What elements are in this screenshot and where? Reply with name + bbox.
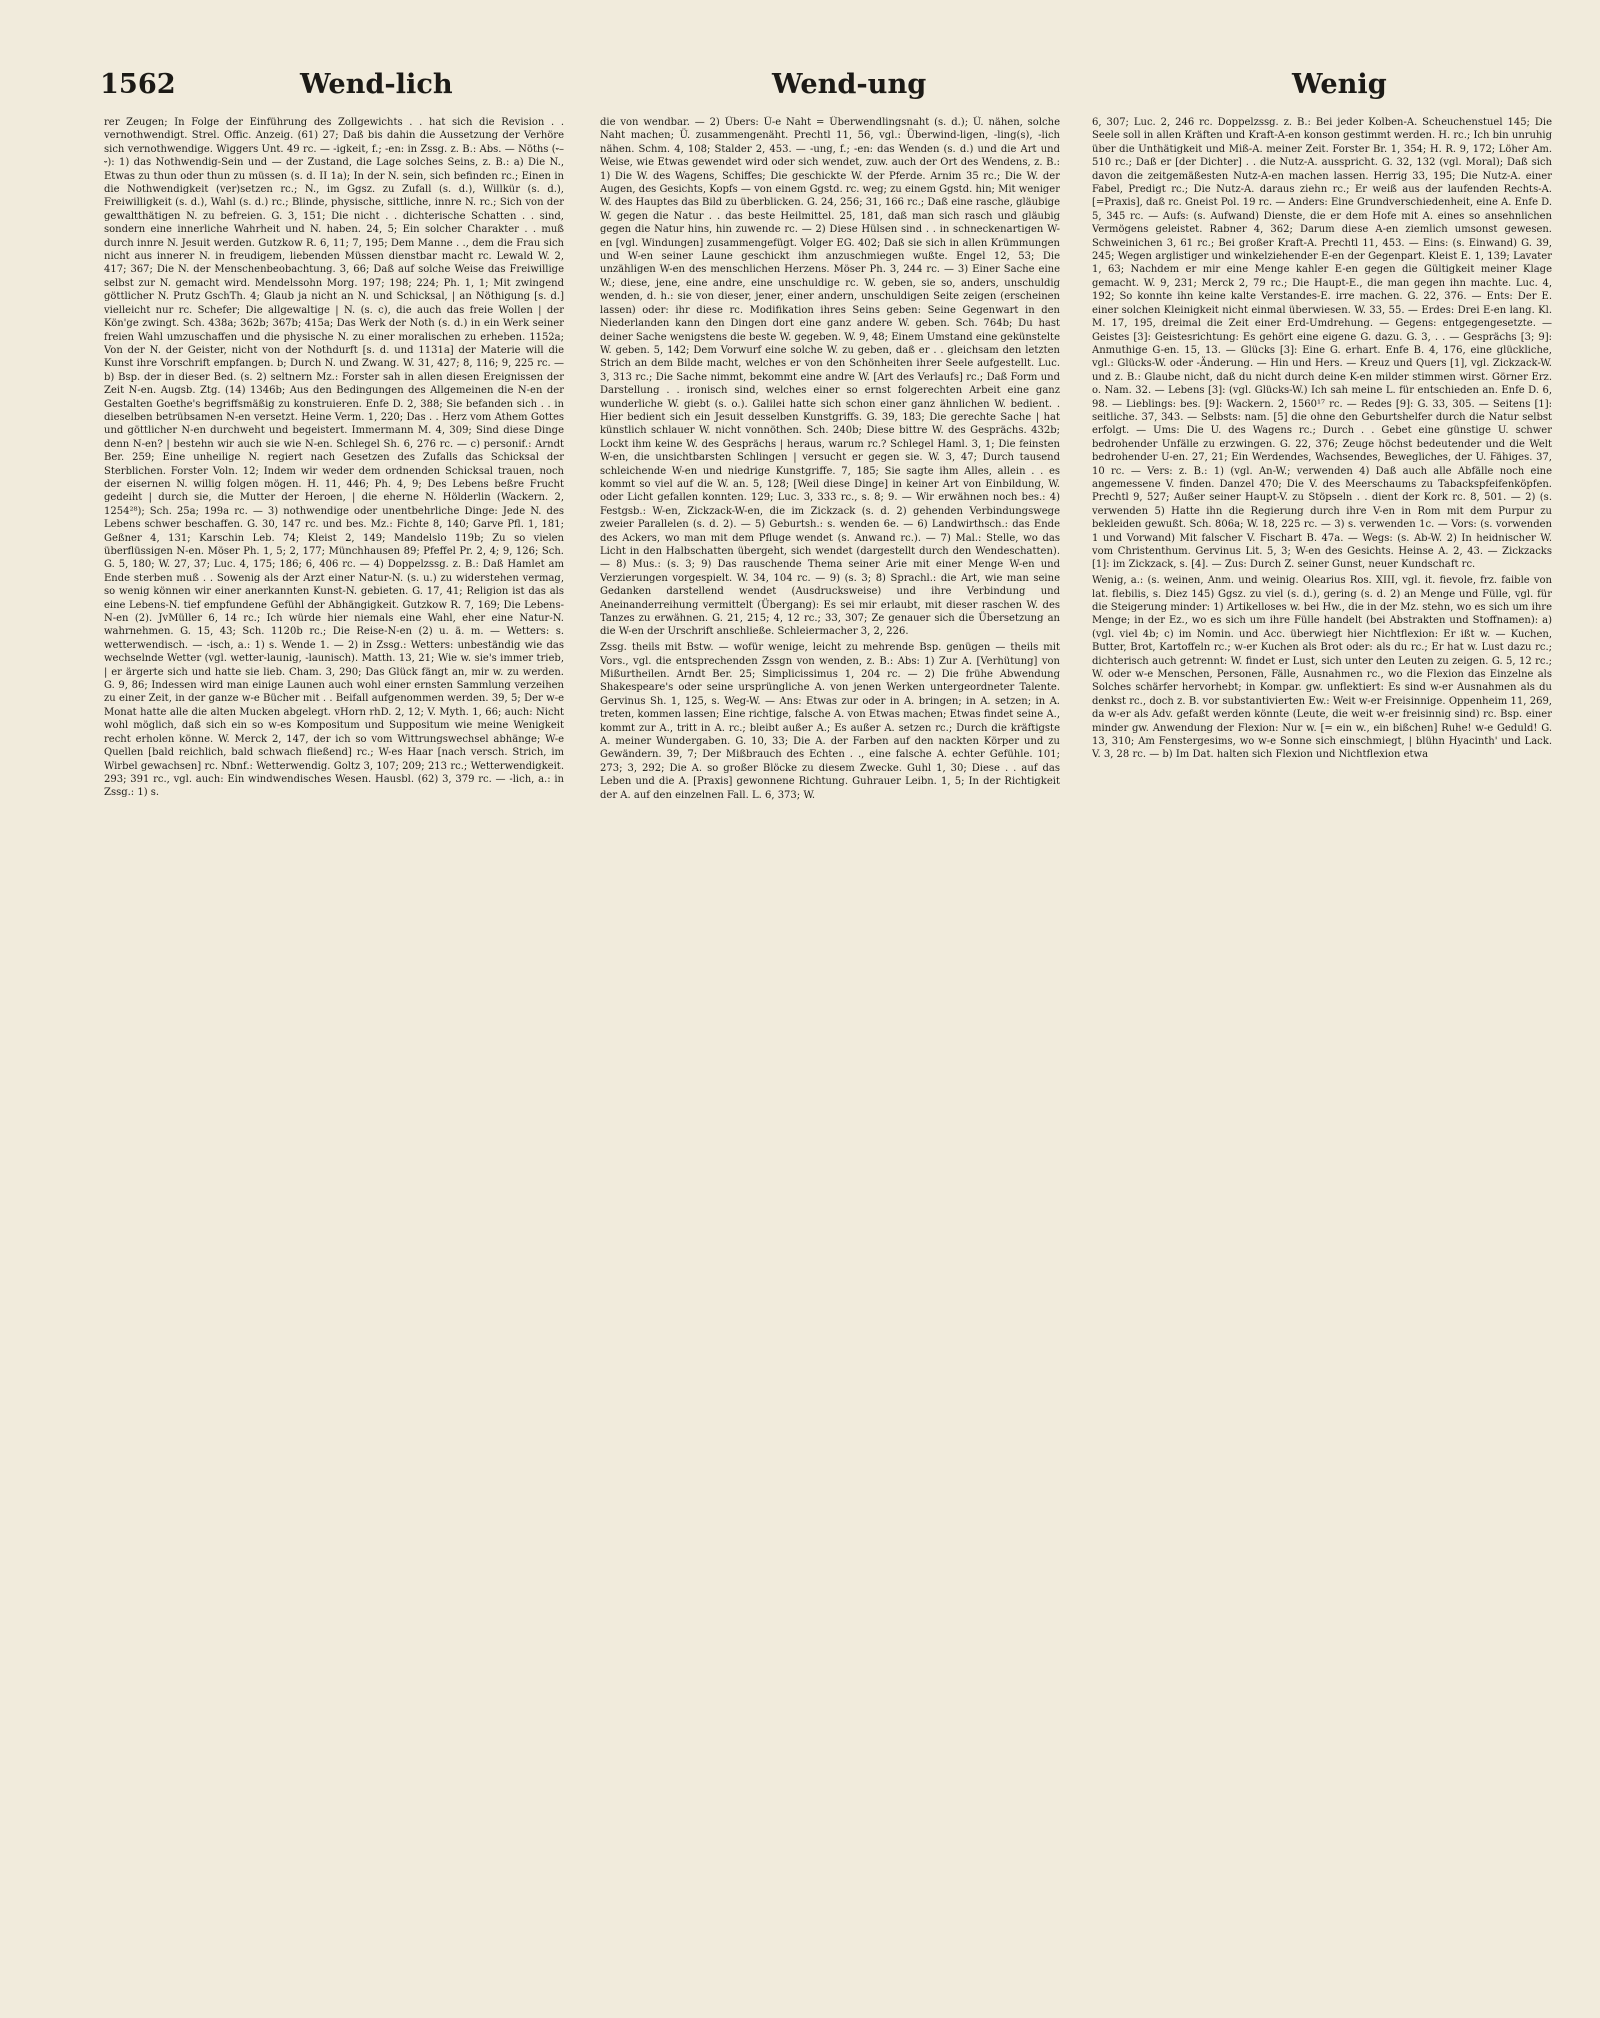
text-column-3 [1092,116,1552,1972]
column-2-paragraph-1: die von wendbar. — 2) Übers: Ü-e Naht = Überwendlingsnaht (s. d.); Ü. nähen, solche Naht machen; Ü. zusammengenäht. Prechtl 11, 56, vgl.: Überwind-ligen, -ling(s), -lich nähen. Schm. 4, 108; Stalder 2, 453. — -ung, f.; -en: das Wenden (s. d.) und die Art und Weise, wie Etwas gewendet wird oder sich wendet, zuw. auch der Ort des Wendens, z. B.: 1) Die W. des Wagens, Schiffes; Die geschickte W. der Pferde. Arnim 35 rc.; Die W. der Augen, des Gesichts, Kopfs — von einem Ggstd. rc. weg; zu einem Ggstd. hin; Mit weniger W. des Hauptes das Bild zu überblicken. G. 24, 256; 31, 166 rc.; Daß eine rasche, gläubige W. gegen die Natur . . das beste Heilmittel. 25, 181, daß man sich rasch und gläubig gegen die Natur hins, hin zuwende rc. — 2) Diese Hülsen sind . . in schneckenartigen W-en [vgl. Windungen] zusammengefügt. Volger EG. 402; Daß sie sich in allen Krümmungen und W-en seiner Laune geschickt ihm anzuschmiegen wußte. Engel 12, 53; Die unzähligen W-en des menschlichen Herzens. Möser Ph. 3, 244 rc. — 3) Einer Sache eine W.; diese, jene, eine andre, eine unschuldige rc. W. geben, sie so, anders, unschuldig wenden, d. h.: sie von dieser, jener, einer andern, unschuldigen Seite zeigen (erscheinen lassen) oder: ihr diese rc. Modifikation ihres Seins geben: Seine Gegenwart in den Niederlanden kann den Dingen dort eine ganz andere W. geben. Sch. 764b; Du hast deiner Sache wenigstens die beste W. gegeben. W. 9, 48; Einem Umstand eine gekünstelte W. geben. 5, 142; Dem Vorwurf eine solche W. zu geben, daß er . . gleichsam den letzten Strich an dem Bilde macht, welches er von den Schönheiten ihrer Seele aufgestellt. Luc. 3, 313 rc.; Die Sache nimmt, bekommt eine andre W. [Art des Verlaufs] rc.; Daß Form und Darstellung . . ironisch sind, welches einer so ernst folgerechten Arbeit eine ganz wunderliche W. giebt (s. o.). Galilei hatte sich schon einer ganz ähnlichen W. bedient. . Hier bedient sich ein Jesuit desselben Kunstgriffs. G. 39, 183; Die gerechte Sache | hat künstlich schlauer W. nicht vonnöthen. Sch. 240b; Diese bittre W. des Gesprächs. 432b; Lockt ihm keine W. des Gesprächs | heraus, warum rc.? Schlegel Haml. 3, 1; Die feinsten W-en, die unsichtbarsten Schlingen | versucht er gegen sie. W. 3, 47; Durch tausend schleichende W-en und niedrige Kunstgriffe. 7, 185; Sie sagte ihm Alles, allein . . es kommt so viel auf die W. an. 5, 128; [Weil diese Dinge] in keiner Art von Einbildung, W. oder Licht gefallen konnten. 129; Luc. 3, 333 rc., s. 8; 9. — Wir erwähnen noch bes.: 4) Festgsb.: W-en, Zickzack-W-en, die im Zickzack (s. d. 2) gehenden Verbindungswege zweier Parallelen (s. d. 2). — 5) Geburtsh.: s. wenden 6e. — 6) Landwirthsch.: das Ende des Ackers, wo man mit dem Pfluge wendet (s. Anwand rc.). — 7) Mal.: Stelle, wo das Licht in den Halbschatten übergeht, sich wendet (dargestellt durch den Wendeschatten). — 8) Mus.: (s. 3; 9) Das rauschende Thema seiner Arie mit einer Menge W-en und Verzierungen vorgespielt. W. 34, 104 rc. — 9) (s. 3; 8) Sprachl.: die Art, wie man seine Gedanken darstellend wendet (Ausdrucksweise) und ihre Verbindung und Aneinanderreihung vermittelt (Übergang): Es sei mir erlaubt, mit dieser raschen W. des Tanzes zu erwähnen. G. 21, 215; 4, 12 rc.; 33, 307; Ze genauer sich die Übersetzung an die W-en der Urschrift anschließe. Schleiermacher 3, 2, 226. [600,117,1060,638]
column-1-paragraph-1: rer Zeugen; In Folge der Einführung des Zollgewichts . . hat sich die Revision . . vernothwendigt. Strel. Offic. Anzeig. (61) 27; Daß bis dahin die Aussetzung der Verhöre sich vernothwendige. Wiggers Unt. 49 rc. — -igkeit, f.; -en: in Zssg. z. B.: Abs. — Nöths (⏑–⏑): 1) das Nothwendig-Sein und — der Zustand, die Lage solches Seins, z. B.: a) Die N., Etwas zu thun oder thun zu müssen (s. d. II 1a); In der N. sein, sich befinden rc.; Einen in die Nothwendigkeit (ver)setzen rc.; N., im Ggsz. zu Zufall (s. d.), Willkür (s. d.), Freiwilligkeit (s. d.), Wahl (s. d.) rc.; Blinde, physische, sittliche, innre N. rc.; Sich von der gewaltthätigen N. zu befreien. G. 3, 151; Die nicht . . dichterische Schatten . . sind, sondern eine innerliche Wahrheit und N. haben. 24, 5; Ein solcher Charakter . . muß durch innre N. Jesuit werden. Gutzkow R. 6, 11; 7, 195; Dem Manne . ., dem die Frau sich nicht aus innerer N. in freudigem, liebenden Müssen dienstbar macht rc. Lewald W. 2, 417; 367; Die N. der Menschenbeobachtung. 3, 66; Daß auf solche Weise das Freiwillige selbst zur N. gemacht wird. Mendelssohn Morg. 197; 198; 224; Ph. 1, 1; Mit zwingend göttlicher N. Prutz GschTh. 4; Glaub ja nicht an N. und Schicksal, | an Nöthigung [s. d.] vielleicht nur rc. Schefer; Die allgewaltige | N. (s. c), die auch das freie Wollen | der Kön'ge zwingt. Sch. 438a; 362b; 367b; 415a; Das Werk der Noth (s. d.) in ein Werk seiner freien Wahl umzuschaffen und die physische N. zu einer moralischen zu erheben. 1152a; Von der N. der Geister, nicht von der Nothdurft [s. d. und 1131a] der Materie will die Kunst ihre Vorschrift empfangen. b; Durch N. und Zwang. W. 31, 427; 8, 116; 9, 225 rc. — b) Bsp. der in dieser Bed. (s. 2) seltnern Mz.: Forster sah in allen diesen Ereignissen der Zeit N-en. Augsb. Ztg. (14) 1346b; Aus den Bedingungen des Allgemeinen die N-en der Gestalten Goethe's begriffsmäßig zu konstruieren. Enfe D. 2, 388; Sie befanden sich . . in dieselben betrübsamen N-en versetzt. Heine Verm. 1, 220; Das . . Herz vom Athem Gottes und göttlicher N-en durchweht und begeistert. Immermann M. 4, 309; Sind diese Dinge denn N-en? | bestehn wir auch sie wie N-en. Schlegel Sh. 6, 276 rc. — c) personif.: Arndt Ber. 259; Eine unheilige N. regiert nach Gesetzen des Zufalls das Schicksal der Sterblichen. Forster Voln. 12; Indem wir weder dem ordnenden Schicksal trauen, noch der eisernen N. willig folgen mögen. H. 11, 446; Ph. 4, 9; Des Lebens beßre Frucht gedeiht | durch sie, die Mutter der Heroen, | die eherne N. Hölderlin (Wackern. 2, 1254²⁸); Sch. 25a; 199a rc. — 3) nothwendige oder unentbehrliche Dinge: Jede N. des Lebens schwer beschaffen. G. 30, 147 rc. und bes. Mz.: Fichte 8, 140; Garve Pfl. 1, 181; Geßner 4, 131; Karschin Leb. 74; Kleist 2, 149; Mandelslo 119b; Zu so vielen überflüssigen N-en. Möser Ph. 1, 5; 2, 177; Münchhausen 89; Pfeffel Pr. 2, 4; 9, 126; Sch. G. 5, 180; W. 27, 37; Luc. 4, 175; 186; 6, 406 rc. — 4) Doppelzssg. z. B.: Daß Hamlet am Ende sterben muß . . Sowenig als der Arzt einer Natur-N. (s. u.) zu widerstehen vermag, so wenig können wir einer anerkannten Kunst-N. gebieten. G. 17, 41; Religion ist das als eine Lebens-N. tief empfundene Gefühl der Abhängigkeit. Gutzkow R. 7, 169; Die Lebens-N-en (2). JvMüller 6, 14 rc.; Ich würde hier niemals eine Wahl, eher eine Natur-N. wahrnehmen. G. 15, 43; Sch. 1120b rc.; Die Reise-N-en (2) u. ä. m. — Wetters: s. wetterwendisch. — -isch, a.: 1) s. Wende 1. — 2) in Zssg.: Wetters: unbeständig wie das wechselnde Wetter (vgl. wetter-launig, -launisch). Matth. 13, 21; Wie w. sie's immer trieb, | er ärgerte sich und hatte sie lieb. Cham. 3, 290; Das Glück fängt an, mir w. zu werden. G. 9, 86; Indessen wird man einige Launen auch wohl einer ernsten Sammlung verzeihen zu einer Zeit, in der ganze w-e Bücher mit . . Beifall aufgenommen werden. 39, 5; Der w-e Monat hatte alle die alten Mucken abgelegt. vHorn rhD. 2, 12; V. Myth. 1, 66; auch: Nicht wohl möglich, daß sich ein so w-es Kompositum und Suppositum wie meine Wenigkeit recht erholen könne. W. Merck 2, 147, der ich so vom Wittrungswechsel abhänge; W-e Quellen [bald reichlich, bald schwach fließend] rc.; W-es Haar [nach versch. Strich, im Wirbel gewachsen] rc. Nbnf.: Wetterwendig. Goltz 3, 107; 209; 213 rc.; Wetterwendigkeit. 293; 391 rc., vgl. auch: Ein windwendisches Wesen. Hausbl. (62) 3, 379 rc. — -lich, a.: in Zssg.: 1) s. [104,117,564,799]
page-number: 1562 [100,68,176,100]
column-2-paragraph-2: Zssg. theils mit Bstw. — wofür wenige, leicht zu mehrende Bsp. genügen — theils mit Vors., vgl. die entsprechenden Zssgn von wenden, z. B.: Abs: 1) Zur A. [Verhütung] von Mißurtheilen. Arndt Ber. 25; Simplicissimus 1, 204 rc. — 2) Die frühe Abwendung Shakespeare's oder seine ursprüngliche A. von jenen Werken untergeordneter Talente. Gervinus Sh. 1, 125, s. Weg-W. — Ans: Etwas zur oder in A. bringen; in A. setzen; in A. treten, kommen lassen; Eine richtige, falsche A. von Etwas machen; Etwas findet seine A., kommt zur A., tritt in A. rc.; bleibt außer A.; Es außer A. setzen rc.; Durch die kräftigste A. meiner Wundergaben. G. 10, 33; Die A. der Farben auf den nackten Körper und zu Gewändern. 39, 7; Der Mißbrauch des Echten . ., eine falsche A. echter Gefühle. 101; 273; 3, 292; Die A. so großer Blöcke zu diesem Zwecke. Guhl 1, 30; Diese . . auf das Leben und die A. [Praxis] gewonnene Richtung. Guhrauer Leibn. 1, 5; In der Richtigkeit der A. auf den einzelnen Fall. L. 6, 373; W. [600,642,1060,801]
column-3-paragraph-2: Wenig, a.: (s. weinen, Anm. und weinig. Olearius Ros. XIII, vgl. it. fievole, frz. faible von lat. flebilis, s. Diez 145) Ggsz. zu viel (s. d.), gering (s. d. 2) an Menge und Fülle, vgl. für die Steigerung minder: 1) Artikelloses w. bei Hw., die in der Mz. stehn, wo es sich um ihre Menge; in der Ez., wo es sich um ihre Fülle handelt (bei Abstrakten und Stoffnamen): a) (vgl. viel 4b; c) im Nomin. und Acc. überwiegt hier Nichtflexion: Er ißt w. — Kuchen, Butter, Brot, Kartoffeln rc.; w-er Kuchen als Brot oder: als du rc.; Er hat w. Lust dazu rc.; dichterisch auch getrennt: W. findet er Lust, sich unter den Leuten zu zeigen. G. 5, 12 rc.; W. oder w-e Menschen, Personen, Fälle, Ausnahmen rc., wo die Flexion das Einzelne als Solches schärfer hervorhebt; in Kompar. gw. unflektiert: Es sind w-er Ausnahmen als du denkst rc., doch z. B. vor substantivierten Ew.: Weit w-er Freisinnige. Oppenheim 11, 269, da w-er als Adv. gefaßt werden könnte (Leute, die weit w-er freisinnig sind) rc. Bsp. einer minder gw. Anwendung der Flexion: Nur w. [= ein w., ein bißchen] Ruhe! w-e Geduld! G. 13, 310; Am Fenstergesims, wo w-e Sonne sich einschmiegt, | blühn Hyacinth' und Lack. V. 3, 28 rc. — b) Im Dat. halten sich Flexion und Nichtflexion etwa [1092,575,1552,761]
column-3-paragraph-1: 6, 307; Luc. 2, 246 rc. Doppelzssg. z. B.: Bei jeder Kolben-A. Scheuchenstuel 145; Die Seele soll in allen Kräften und Kraft-A-en konson gestimmt werden. H. rc.; Ich bin unruhig über die Unthätigkeit und Miß-A. meiner Zeit. Forster Br. 1, 354; H. R. 9, 172; Löher Am. 510 rc.; Daß er [der Dichter] . . die Nutz-A. ausspricht. G. 32, 132 (vgl. Moral); Daß sich davon die zeitgemäßesten Nutz-A-en machen lassen. Herrig 33, 195; Die Nutz-A. einer Fabel, Predigt rc.; Die Nutz-A. daraus ziehn rc.; Er weiß aus der laufenden Rechts-A. [=Praxis], daß rc. Gneist Pol. 19 rc. — Anders: Eine Grundverschiedenheit, eine A. Enfe D. 5, 345 rc. — Aufs: (s. Aufwand) Dienste, die er dem Hofe mit A. eines so ansehnlichen Vermögens geleistet. Rabner 4, 362; Darum diese A-en ziemlich umsonst gewesen. Schweinichen 3, 61 rc.; Bei großer Kraft-A. Prechtl 11, 453. — Eins: (s. Einwand) G. 39, 245; Wegen arglistiger und winkelziehender E-en der Gegenpart. Kleist E. 1, 139; Lavater 1, 63; Nachdem er mir eine Menge kahler E-en gegen die Gültigkeit meiner Klage gemacht. W. 9, 231; Merck 2, 79 rc.; Die Haupt-E., die man gegen ihn machte. Luc. 4, 192; So konnte ihn keine kalte Verstandes-E. irre machen. G. 22, 376. — Ents: Der E. einer solchen Kleinigkeit nicht einmal überwiesen. W. 33, 55. — Erdes: Drei E-en lang. Kl. M. 17, 195, dreimal die Zeit einer Erd-Umdrehung. — Gegens: entgegengesetzte. — Geistes [3]: Geistesrichtung: Es gehört eine eigene G. dazu. G. 3, . . — Gesprächs [3; 9]: Anmuthige G-en. 15, 13. — Glücks [3]: Eine G. erhart. Enfe B. 4, 176, eine glückliche, vgl.: Glücks-W. oder -Änderung. — Hin und Hers. — Kreuz und Quers [1], vgl. Zickzack-W. und z. B.: Glaube nicht, daß du nicht durch deine K-en milder stimmen wirst. Görner Erz. o. Nam. 32. — Lebens [3]: (vgl. Glücks-W.) Ich sah meine L. für entschieden an. Enfe D. 6, 98. — Lieblings: bes. [9]: Wackern. 2, 1560¹⁷ rc. — Redes [9]: G. 33, 305. — Seitens [1]: seitliche. 37, 343. — Selbsts: nam. [5] die ohne den Geburtshelfer durch die Natur selbst erfolgt. — Ums: Die U. des Wagens rc.; Durch . . Gebet eine günstige U. schwer bedrohender Unfälle zu erzwingen. G. 22, 376; Zeuge höchst bedeutender und die Welt bedrohender U-en. 27, 21; Ein Werdendes, Wachsendes, Bewegliches, der U. Fähiges. 37, 10 rc. — Vers: z. B.: 1) (vgl. An-W.; verwenden 4) Daß auch alle Abfälle noch eine angemessene V. finden. Danzel 470; Die V. des Meerschaums zu Tabackspfeifenköpfen. Prechtl 9, 527; Außer seiner Haupt-V. zu Stöpseln . . dient der Kork rc. 8, 501. — 2) (s. verwenden 5) Hatte ihn die Regierung durch ihre V-en in Rom mit dem Purpur zu bekleiden gewußt. Sch. 806a; W. 18, 225 rc. — 3) s. verwenden 1c. — Vors: (s. vorwenden 1 und Vorwand) Mit falscher V. Fischart B. 47a. — Wegs: (s. Ab-W. 2) In heidnischer W. vom Christenthum. Gervinus Lit. 5, 3; W-en des Gesichts. Heinse A. 2, 43. — Zickzacks [1]: im Zickzack, s. [4]. — Zus: Durch Z. seiner Gunst, neuer Kundschaft rc. [1092,117,1552,571]
center-running-head: Wend-ung [772,68,927,100]
text-column-1 [104,116,564,1972]
right-running-head: Wenig [1292,68,1387,100]
text-column-2 [600,116,1060,1972]
running-header [100,56,1560,112]
left-running-head: Wend-lich [300,68,453,100]
